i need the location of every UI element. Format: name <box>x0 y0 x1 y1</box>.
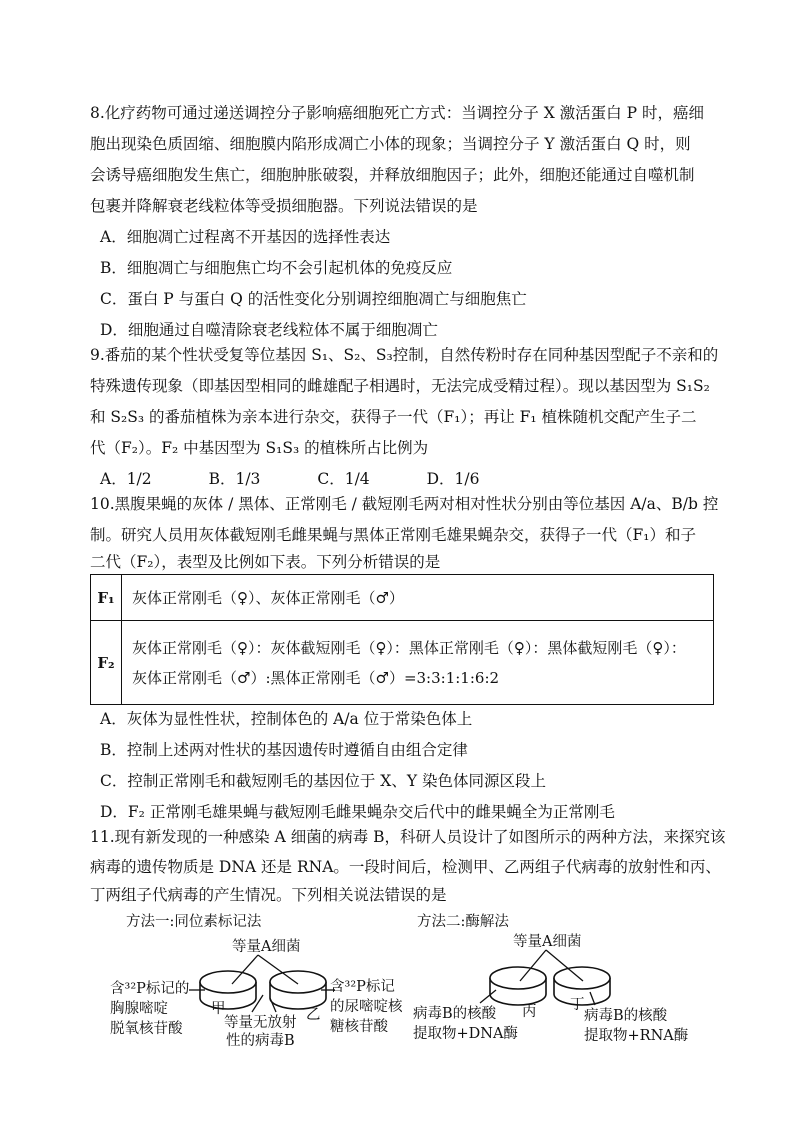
q8-stem-line: 8.化疗药物可通过递送调控分子影响癌细胞死亡方式：当调控分子 X 激活蛋白 P 时，癌细 <box>90 104 704 122</box>
q9-option-c: C．1/4 <box>317 470 370 488</box>
culture-dish-yi <box>270 971 326 1009</box>
method2-title: 方法二:酶解法 <box>417 914 509 930</box>
f2-line-2: 灰体正常刚毛（♂）:黑体正常刚毛（♂）=3:3:1:1:6:2 <box>132 668 500 687</box>
q11-stem-line: 丁两组子代病毒的产生情况。下列相关说法错误的是 <box>90 886 447 904</box>
group-bing-label: 丙 <box>522 1004 537 1020</box>
right-label-line-3: 糖核苷酸 <box>330 1019 388 1035</box>
q8-option-a: A．细胞凋亡过程离不开基因的选择性表达 <box>100 228 391 246</box>
q10-option-c: C．控制正常刚毛和截短刚毛的基因位于 X、Y 染色体同源区段上 <box>100 772 546 790</box>
q10-stem-line: 10.黑腹果蝇的灰体 / 黑体、正常刚毛 / 截短刚毛两对相对性状分别由等位基因 A/a、B/b 控 <box>90 495 719 513</box>
bacteria-label-method2: 等量A细菌 <box>513 934 582 950</box>
culture-dish-jia <box>200 971 256 1009</box>
q8-stem-line: 会诱导癌细胞发生焦亡，细胞肿胀破裂，并释放细胞因子；此外，细胞还能通过自噬机制 <box>90 166 695 184</box>
f1-phenotypes: 灰体正常刚毛（♀）、灰体正常刚毛（♂） <box>122 575 714 621</box>
q9-stem-line: 9.番茄的某个性状受复等位基因 S₁、S₂、S₃控制，自然传粉时存在同种基因型配子不亲和的 <box>90 346 719 364</box>
right-label-line-2: 的尿嘧啶核 <box>330 999 403 1015</box>
q8-stem-line: 包裹并降解衰老线粒体等受损细胞器。下列说法错误的是 <box>90 197 478 215</box>
group-ding-label: 丁 <box>570 997 585 1013</box>
group-yi-label: 乙 <box>306 1007 321 1023</box>
q8-option-d: D．细胞通过自噬清除衰老线粒体不属于细胞凋亡 <box>100 321 438 339</box>
right-label-line-1: 含³²P标记 <box>330 979 395 995</box>
q8-option-c: C．蛋白 P 与蛋白 Q 的活性变化分别调控细胞凋亡与细胞焦亡 <box>100 290 527 308</box>
q10-stem-line: 制。研究人员用灰体截短刚毛雌果蝇与黑体正常刚毛雄果蝇杂交，获得子一代（F₁）和子 <box>90 526 696 544</box>
left-label-line-2: 胸腺嘧啶 <box>110 1001 168 1017</box>
f2-line-1: 灰体正常刚毛（♀）：灰体截短刚毛（♀）：黑体正常刚毛（♀）：黑体截短刚毛（♀）： <box>132 638 686 657</box>
bottom-label-line-1: 等量无放射 <box>224 1015 297 1031</box>
q9-option-b: B．1/3 <box>208 470 261 488</box>
f2-label: F₂ <box>91 621 122 705</box>
q11-stem-line: 病毒的遗传物质是 DNA 还是 RNA。一段时间后，检测甲、乙两组子代病毒的放射性和丙、 <box>90 858 721 876</box>
rna-label-line-1: 病毒B的核酸 <box>584 1008 668 1024</box>
q9-stem-line: 代（F₂）。F₂ 中基因型为 S₁S₃ 的植株所占比例为 <box>90 439 429 457</box>
dna-label-line-1: 病毒B的核酸 <box>413 1006 497 1022</box>
q10-option-b: B．控制上述两对性状的基因遗传时遵循自由组合定律 <box>100 741 468 759</box>
rna-label-line-2: 提取物+RNA酶 <box>584 1028 689 1044</box>
left-label-line-1: 含³²P标记的 <box>110 981 190 997</box>
q10-option-d: D．F₂ 正常刚毛雄果蝇与截短刚毛雌果蝇杂交后代中的雌果蝇全为正常刚毛 <box>100 803 615 821</box>
culture-dish-bing <box>490 967 546 1005</box>
q9-option-d: D．1/6 <box>426 470 480 488</box>
q10-option-a: A．灰体为显性性状，控制体色的 A/a 位于常染色体上 <box>100 710 473 728</box>
q10-stem-line: 二代（F₂），表型及比例如下表。下列分析错误的是 <box>90 553 441 571</box>
q9-option-a: A．1/2 <box>100 470 152 488</box>
method1-title: 方法一:同位素标记法 <box>126 914 262 930</box>
q9-stem-line: 特殊遗传现象（即基因型相同的雌雄配子相遇时，无法完成受精过程）。现以基因型为 S₁S₂ <box>90 377 710 395</box>
bottom-label-line-2: 性的病毒B <box>226 1033 295 1049</box>
left-label-line-3: 脱氧核苷酸 <box>110 1021 183 1037</box>
q8-stem-line: 胞出现染色质固缩、细胞膜内陷形成凋亡小体的现象；当调控分子 Y 激活蛋白 Q 时，则 <box>90 135 691 153</box>
f1-label: F₁ <box>91 575 122 621</box>
q9-stem-line: 和 S₂S₃ 的番茄植株为亲本进行杂交，获得子一代（F₁）；再让 F₁ 植株随机交配产生子二 <box>90 408 697 426</box>
group-jia-label: 甲 <box>211 1001 226 1017</box>
bacteria-label-method1: 等量A细菌 <box>232 939 301 955</box>
q11-stem-line: 11.现有新发现的一种感染 A 细菌的病毒 B，科研人员设计了如图所示的两种方法，来探究该 <box>90 828 726 846</box>
q8-option-b: B．细胞凋亡与细胞焦亡均不会引起机体的免疫反应 <box>100 259 453 277</box>
dna-label-line-2: 提取物+DNA酶 <box>413 1026 518 1042</box>
